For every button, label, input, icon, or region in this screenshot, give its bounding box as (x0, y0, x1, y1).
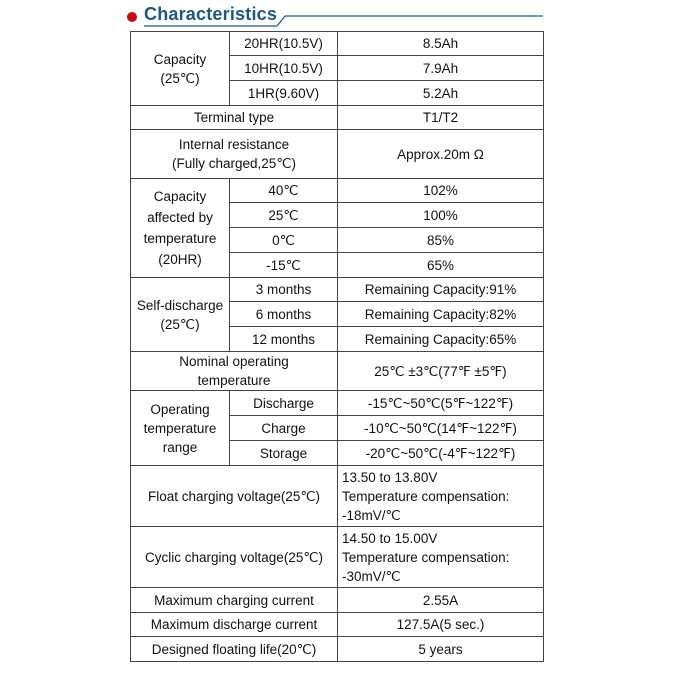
terminal-label: Terminal type (131, 106, 338, 130)
self-discharge-label: Self-discharge (25℃) (131, 278, 230, 352)
table-row (131, 278, 544, 302)
terminal-value: T1/T2 (338, 106, 544, 130)
table-row (131, 179, 544, 203)
self-discharge-value: Remaining Capacity:82% (338, 302, 544, 327)
operating-range-value: -15℃~50℃(5℉~122℉) (338, 391, 544, 416)
temp-capacity-temp: 40℃ (230, 179, 338, 203)
capacity-condition: 1HR(9.60V) (230, 81, 338, 106)
bullet-dot-icon (127, 12, 137, 22)
temp-capacity-value: 102% (338, 179, 544, 203)
table-row (131, 391, 544, 416)
internal-resistance-value: Approx.20m Ω (338, 130, 544, 179)
temp-capacity-value: 100% (338, 203, 544, 228)
nominal-temp-label: Nominal operating temperature (131, 352, 338, 391)
temp-capacity-temp: 0℃ (230, 228, 338, 253)
temp-capacity-label: Capacity affected by temperature (20HR) (131, 179, 230, 278)
floating-life-label: Designed floating life(20℃) (131, 637, 338, 662)
temp-capacity-temp: 25℃ (230, 203, 338, 228)
capacity-condition: 10HR(10.5V) (230, 56, 338, 81)
max-charging-current-value: 2.55A (338, 588, 544, 613)
capacity-condition: 20HR(10.5V) (230, 32, 338, 56)
table-row (131, 637, 544, 662)
temp-capacity-value: 65% (338, 253, 544, 278)
capacity-value: 7.9Ah (338, 56, 544, 81)
operating-range-value: -20℃~50℃(-4℉~122℉) (338, 441, 544, 466)
max-discharge-current-value: 127.5A(5 sec.) (338, 613, 544, 637)
internal-resistance-label: Internal resistance (Fully charged,25℃) (131, 130, 338, 179)
temp-capacity-temp: -15℃ (230, 253, 338, 278)
self-discharge-value: Remaining Capacity:91% (338, 278, 544, 302)
operating-range-value: -10℃~50℃(14℉~122℉) (338, 416, 544, 441)
capacity-value: 5.2Ah (338, 81, 544, 106)
table-row (131, 130, 544, 179)
table-row (131, 106, 544, 130)
capacity-value: 8.5Ah (338, 32, 544, 56)
operating-range-label: Operating temperature range (131, 391, 230, 466)
cyclic-charging-label: Cyclic charging voltage(25℃) (131, 527, 338, 588)
table-row (131, 613, 544, 637)
self-discharge-value: Remaining Capacity:65% (338, 327, 544, 352)
table-row (131, 32, 544, 56)
table-row (131, 588, 544, 613)
max-charging-current-label: Maximum charging current (131, 588, 338, 613)
self-discharge-period: 6 months (230, 302, 338, 327)
characteristics-table (130, 31, 544, 662)
operating-range-mode: Discharge (230, 391, 338, 416)
cyclic-charging-value: 14.50 to 15.00V Temperature compensation: -30mV/℃ (338, 527, 544, 588)
section-title: Characteristics (144, 4, 278, 24)
temp-capacity-value: 85% (338, 228, 544, 253)
table-row (131, 352, 544, 391)
table-row (131, 527, 544, 588)
floating-life-value: 5 years (338, 637, 544, 662)
self-discharge-period: 12 months (230, 327, 338, 352)
table-row (131, 466, 544, 527)
operating-range-mode: Charge (230, 416, 338, 441)
float-charging-value: 13.50 to 13.80V Temperature compensation: -18mV/℃ (338, 466, 544, 527)
float-charging-label: Float charging voltage(25℃) (131, 466, 338, 527)
section-header (127, 4, 547, 30)
self-discharge-period: 3 months (230, 278, 338, 302)
nominal-temp-value: 25℃ ±3℃(77℉ ±5℉) (338, 352, 544, 391)
operating-range-mode: Storage (230, 441, 338, 466)
capacity-label: Capacity (25℃) (131, 32, 230, 106)
max-discharge-current-label: Maximum discharge current (131, 613, 338, 637)
